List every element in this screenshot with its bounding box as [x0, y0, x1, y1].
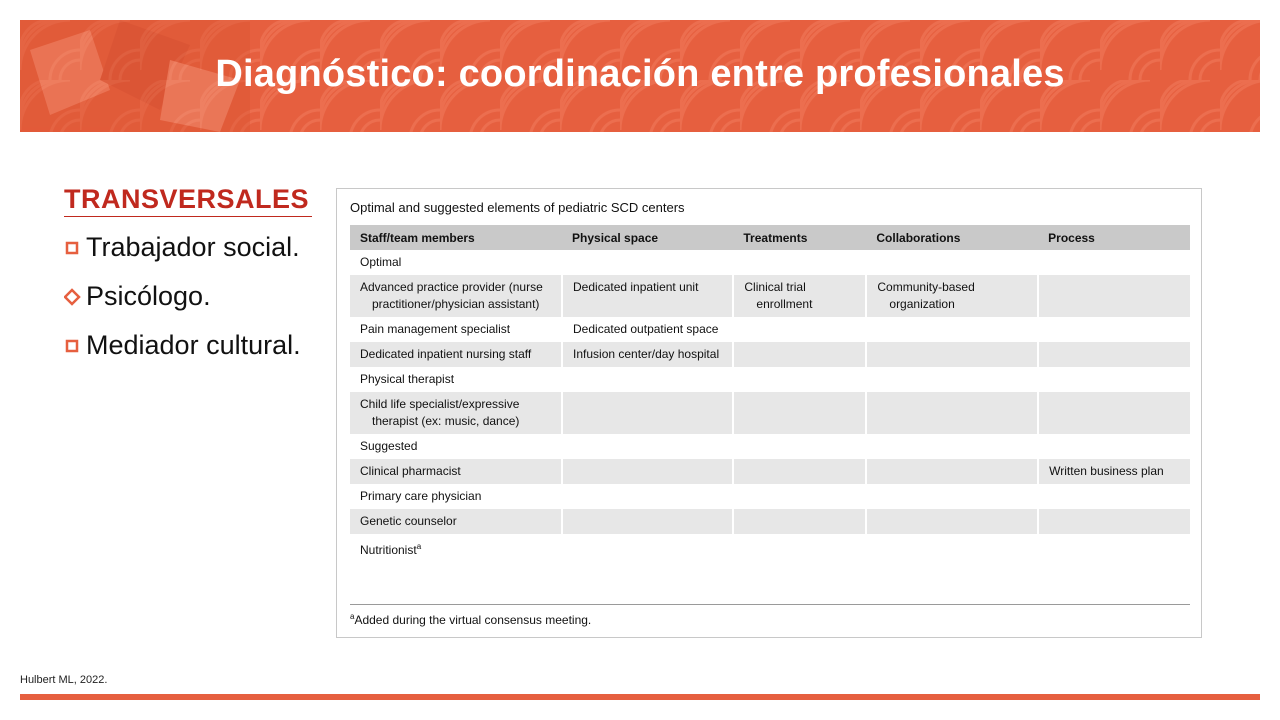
square-outline-icon — [64, 337, 84, 355]
citation: Hulbert ML, 2022. — [20, 674, 108, 686]
column-header: Process — [1038, 225, 1190, 250]
table-cell: Dedicated inpatient unit — [562, 275, 733, 317]
table-cell — [1038, 317, 1190, 342]
table-cell — [733, 484, 866, 509]
table-cell — [866, 534, 1038, 563]
list-item — [64, 223, 314, 272]
bottom-accent-bar — [20, 694, 1260, 700]
bullet-text: Trabajador social. — [86, 232, 300, 262]
table-row — [350, 392, 1190, 434]
table-cell: Physical therapist — [350, 367, 562, 392]
table-cell: Clinical pharmacist — [350, 459, 562, 484]
table-row — [350, 509, 1190, 534]
table-cell — [733, 367, 866, 392]
column-header: Treatments — [733, 225, 866, 250]
bullet-text: Mediador cultural. — [86, 330, 301, 360]
footnote-marker: a — [416, 542, 422, 551]
table-row — [350, 367, 1190, 392]
table-cell — [733, 392, 866, 434]
table-footnote — [350, 612, 591, 627]
table-cell: Child life specialist/expressive therapist (ex: music, dance) — [350, 392, 562, 434]
table-cell: Genetic counselor — [350, 509, 562, 534]
table-cell — [562, 534, 733, 563]
bullet-list — [64, 223, 314, 370]
table-cell — [733, 342, 866, 367]
table-cell — [562, 484, 733, 509]
page-title: Diagnóstico: coordinación entre profesionales — [215, 52, 1065, 95]
group-row — [350, 250, 1190, 275]
list-item — [64, 321, 314, 370]
table-row — [350, 534, 1190, 563]
table-cell — [866, 459, 1038, 484]
table-cell: Primary care physician — [350, 484, 562, 509]
title-banner — [20, 20, 1260, 132]
table-cell — [866, 342, 1038, 367]
left-panel — [64, 184, 314, 370]
table-row — [350, 275, 1190, 317]
table-cell — [562, 509, 733, 534]
table-cell: Dedicated inpatient nursing staff — [350, 342, 562, 367]
table-cell — [733, 509, 866, 534]
table-cell — [733, 317, 866, 342]
group-label: Suggested — [360, 439, 418, 453]
table-cell: Advanced practice provider (nurse practitioner/physician assistant) — [350, 275, 562, 317]
table-cell: Nutritionist$^a$ — [350, 534, 562, 563]
table-cell — [1038, 392, 1190, 434]
group-label: Optimal — [360, 255, 402, 269]
table-cell — [733, 459, 866, 484]
table-row — [350, 342, 1190, 367]
table-cell — [866, 509, 1038, 534]
square-outline-icon — [64, 239, 84, 257]
column-header: Staff/team members — [350, 225, 562, 250]
diamond-outline-icon — [64, 288, 84, 306]
list-item — [64, 272, 314, 321]
table-cell — [562, 459, 733, 484]
table-cell — [562, 367, 733, 392]
group-row — [350, 434, 1190, 459]
table-cell — [866, 317, 1038, 342]
footnote-marker: a — [350, 612, 355, 621]
table-cell — [866, 367, 1038, 392]
scd-elements-table — [350, 225, 1190, 563]
table-cell: Clinical trial enrollment — [733, 275, 866, 317]
table-cell — [1038, 367, 1190, 392]
table-caption: Optimal and suggested elements of pediatric SCD centers — [350, 200, 685, 215]
table-header-row — [350, 225, 1190, 250]
table-figure — [336, 188, 1202, 638]
column-header: Collaborations — [866, 225, 1038, 250]
table-row — [350, 484, 1190, 509]
section-heading: TRANSVERSALES — [64, 184, 312, 217]
table-cell — [866, 484, 1038, 509]
table-cell — [1038, 484, 1190, 509]
table-cell — [866, 392, 1038, 434]
footnote-text: Added during the virtual consensus meeting. — [354, 613, 592, 627]
table-cell: Pain management specialist — [350, 317, 562, 342]
column-header: Physical space — [562, 225, 733, 250]
table-cell: Infusion center/day hospital — [562, 342, 733, 367]
table-cell — [1038, 534, 1190, 563]
table-row — [350, 317, 1190, 342]
table-cell — [733, 534, 866, 563]
table-row — [350, 459, 1190, 484]
table-cell — [1038, 342, 1190, 367]
table-cell: Dedicated outpatient space — [562, 317, 733, 342]
table-cell — [562, 392, 733, 434]
table-bottom-rule — [350, 604, 1190, 605]
bullet-text: Psicólogo. — [86, 281, 211, 311]
table-cell: Community-based organization — [866, 275, 1038, 317]
table-cell — [1038, 275, 1190, 317]
table-cell — [1038, 509, 1190, 534]
table-cell: Written business plan — [1038, 459, 1190, 484]
